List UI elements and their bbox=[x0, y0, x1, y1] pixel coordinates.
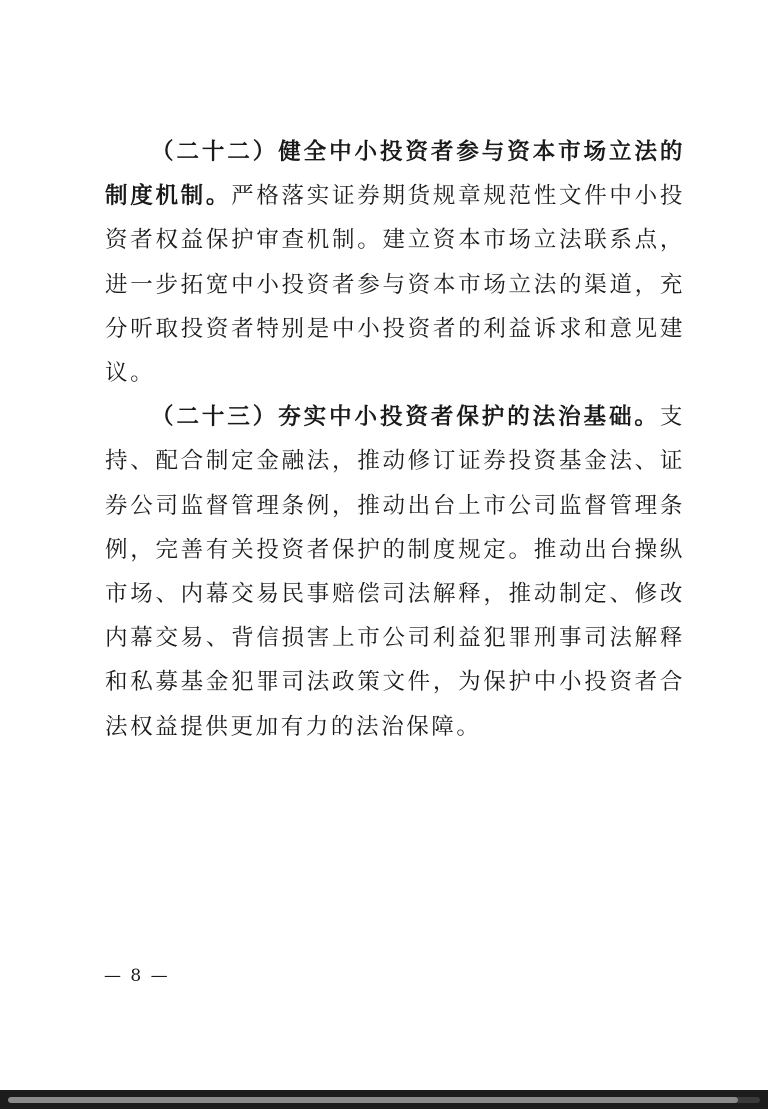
paragraph-23-heading: （二十三）夯实中小投资者保护的法治基础。 bbox=[151, 404, 660, 431]
paragraph-23-body: 支持、配合制定金融法，推动修订证券投资基金法、证券公司监督管理条例，推动出台上市公司监督管理条例，完善有关投资者保护的制度规定。推动出台操纵市场、内幕交易民事赔偿司法解释，推动制定、修改内幕交易、背信损害上市公司利益犯罪刑事司法解释和私募基金犯罪司法政策文件，为保护中小投资者合法权益提供更加有力的法治保障。 bbox=[105, 404, 685, 740]
paragraph-23 bbox=[105, 395, 685, 749]
paragraph-22 bbox=[105, 130, 685, 395]
paragraph-22-body: 严格落实证券期货规章规范性文件中小投资者权益保护审查机制。建立资本市场立法联系点，进一步拓宽中小投资者参与资本市场立法的渠道，充分听取投资者特别是中小投资者的利益诉求和意见建议。 bbox=[105, 183, 685, 387]
page-number: — 8 — bbox=[104, 966, 170, 986]
horizontal-scrollbar-thumb[interactable] bbox=[8, 1097, 738, 1103]
paragraph-22-heading: （二十二）健全中小投资者参与资本市场立法的制度机制。 bbox=[105, 139, 685, 210]
document-body bbox=[105, 130, 685, 749]
